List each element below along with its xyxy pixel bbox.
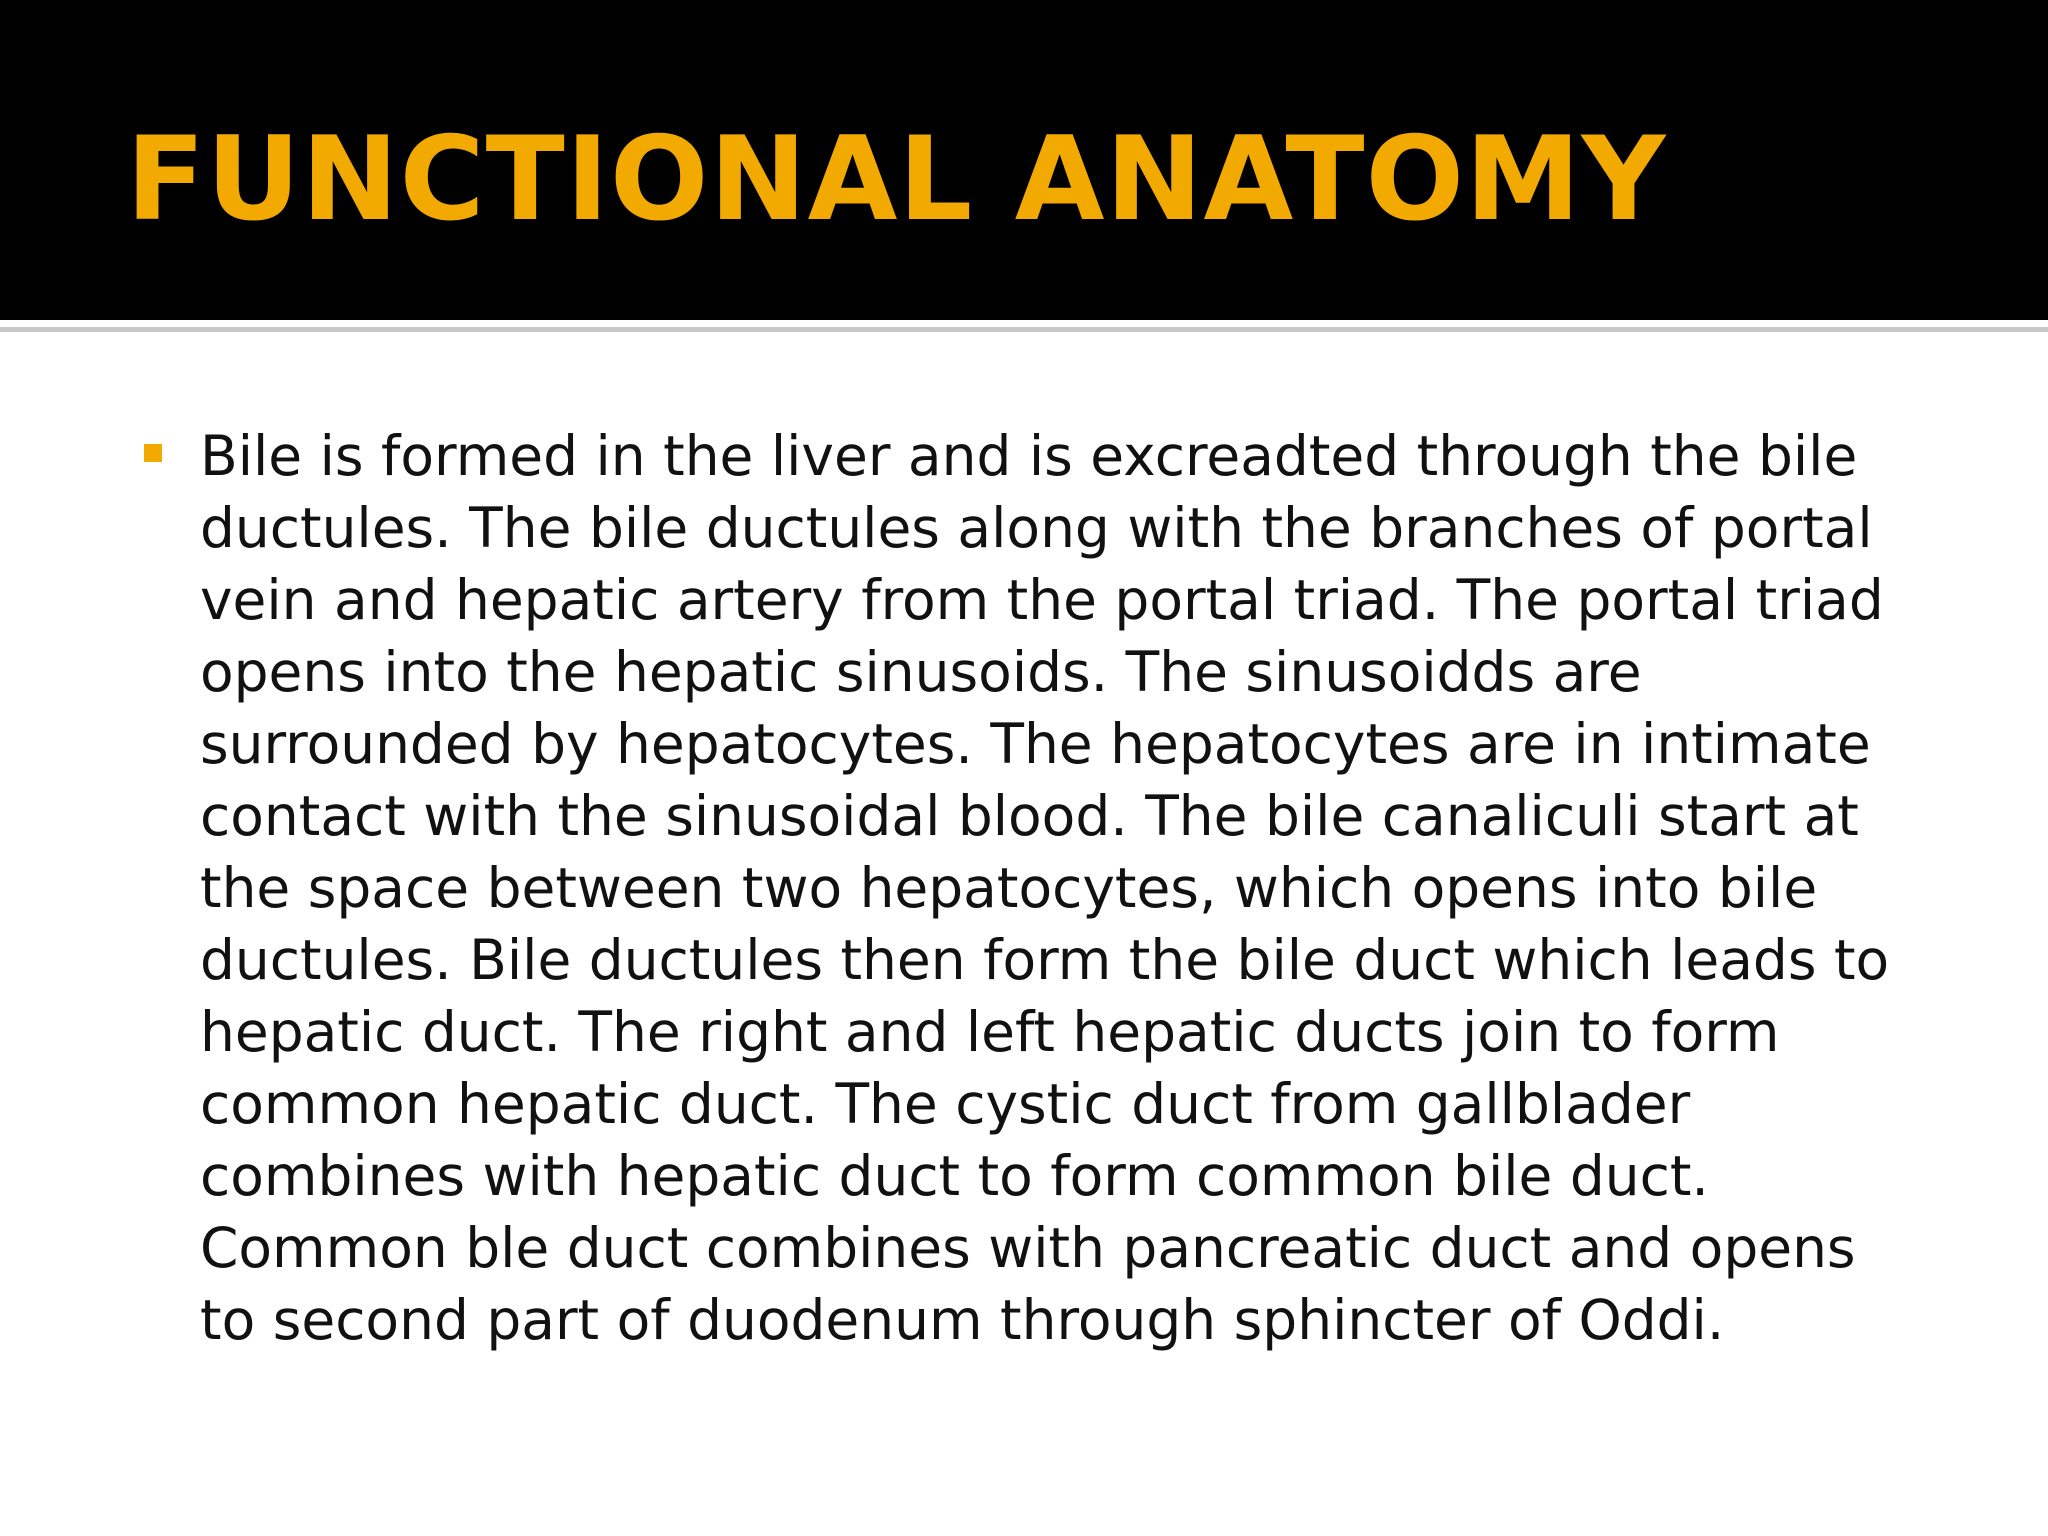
divider-line	[0, 327, 2048, 332]
bullet-line: vein and hepatic artery from the portal triad. The portal triad	[200, 568, 1884, 632]
square-bullet-icon	[144, 444, 162, 462]
title-bar	[0, 0, 2048, 320]
bullet-line: ductules. The bile ductules along with the branches of portal	[200, 496, 1873, 560]
content-area	[138, 420, 1938, 1356]
bullet-text	[200, 420, 1938, 1356]
bullet-line: Bile is formed in the liver and is excreadted through the bile	[200, 424, 1858, 488]
bullet-line: opens into the hepatic sinusoids. The sinusoidds are	[200, 640, 1642, 704]
bullet-line: combines with hepatic duct to form common bile duct.	[200, 1144, 1709, 1208]
bullet-line: hepatic duct. The right and left hepatic ducts join to form	[200, 1000, 1780, 1064]
bullet-line: ductules. Bile ductules then form the bile duct which leads to	[200, 928, 1890, 992]
bullet-line: surrounded by hepatocytes. The hepatocytes are in intimate	[200, 712, 1871, 776]
bullet-item	[138, 420, 1938, 1356]
bullet-line: contact with the sinusoidal blood. The bile canaliculi start at	[200, 784, 1859, 848]
bullet-line: Common ble duct combines with pancreatic duct and opens	[200, 1216, 1856, 1280]
slide-title: FUNCTIONAL ANATOMY	[126, 112, 1667, 247]
divider-light	[0, 320, 2048, 325]
bullet-line: to second part of duodenum through sphincter of Oddi.	[200, 1288, 1725, 1352]
bullet-line: the space between two hepatocytes, which opens into bile	[200, 856, 1818, 920]
bullet-line: common hepatic duct. The cystic duct from gallblader	[200, 1072, 1691, 1136]
